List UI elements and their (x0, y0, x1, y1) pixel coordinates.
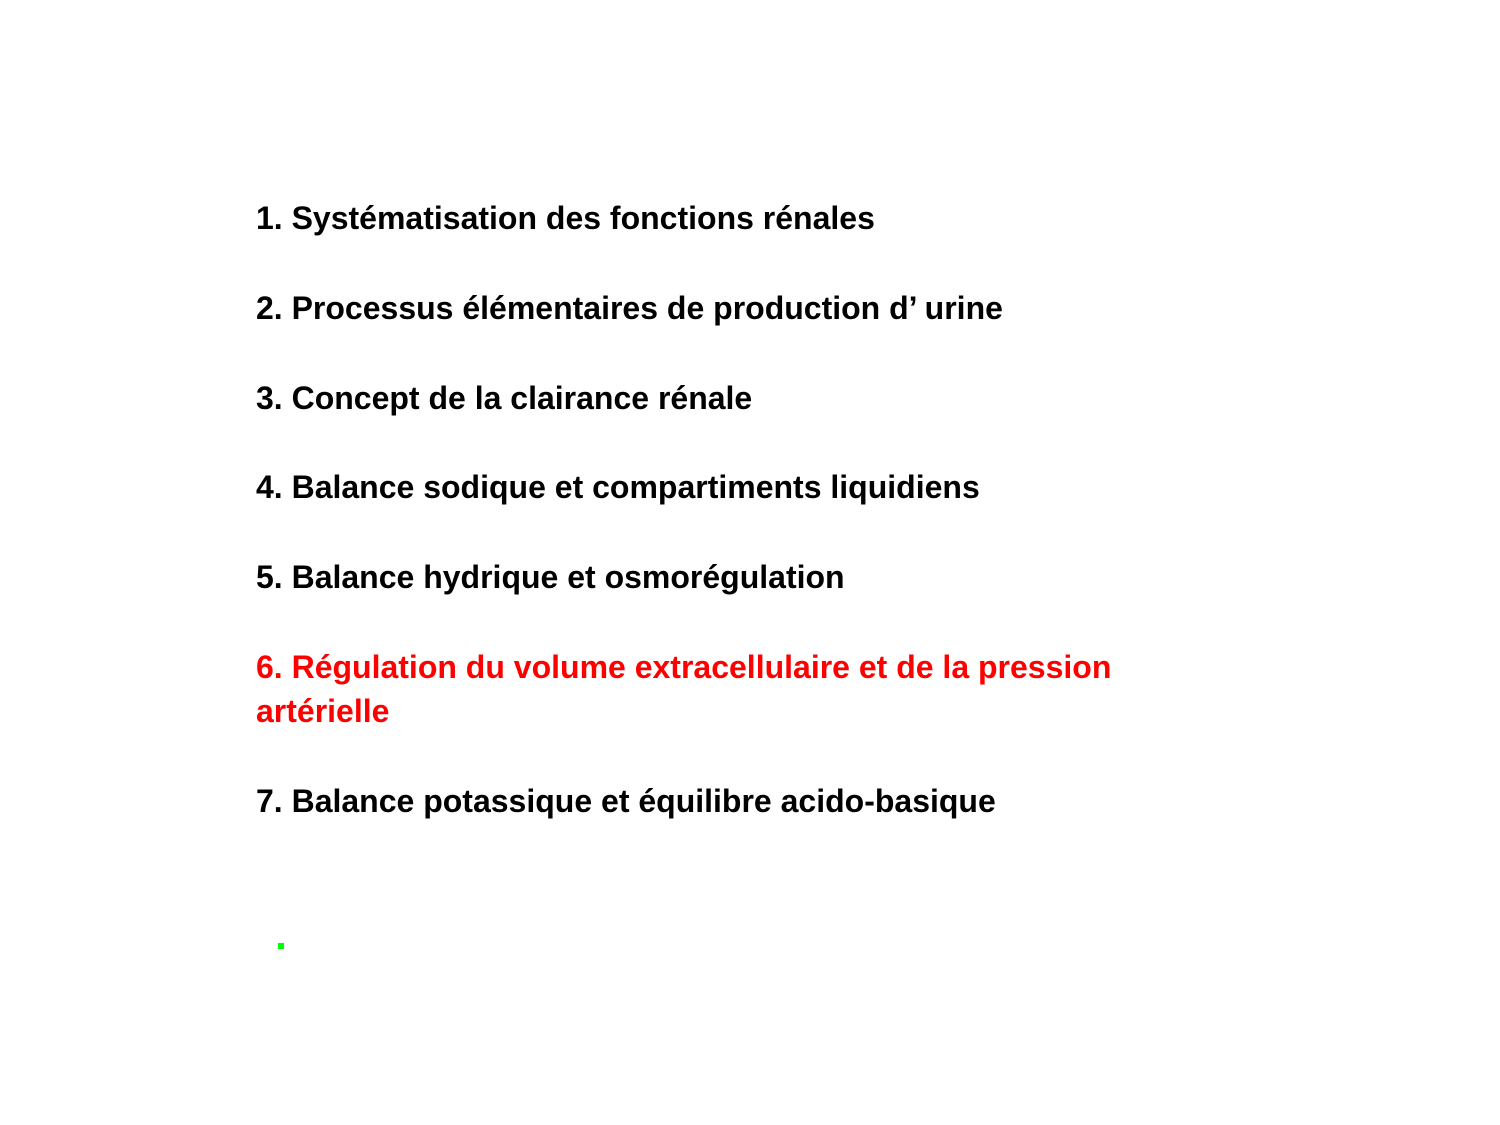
outline-item-2: 2. Processus élémentaires de production d’ urine (256, 290, 1003, 326)
outline-item-7: 7. Balance potassique et équilibre acido-basique (256, 783, 996, 819)
outline-item-6-current-continued: artérielle (256, 693, 390, 729)
outline-item-5: 5. Balance hydrique et osmorégulation (256, 559, 845, 595)
outline-item-6-current: 6. Régulation du volume extracellulaire et de la pression (256, 649, 1112, 685)
outline-item-4: 4. Balance sodique et compartiments liquidiens (256, 469, 980, 505)
green-marker-dot (278, 943, 284, 949)
outline-item-1: 1. Systématisation des fonctions rénales (256, 200, 875, 236)
outline-item-3: 3. Concept de la clairance rénale (256, 380, 753, 416)
